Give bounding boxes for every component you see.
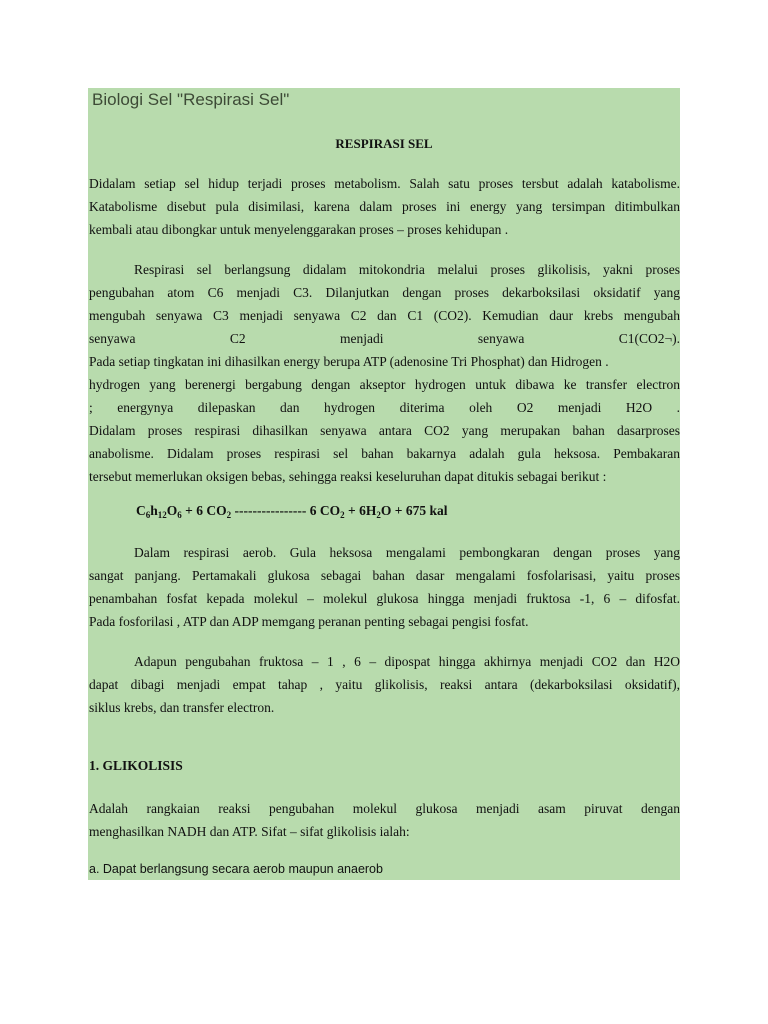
word: O2 — [516, 400, 534, 415]
formula-subscript: 2 — [376, 510, 381, 520]
text-line: sangat panjang. Pertamakali glukosa sebagai bahan dasar mengalami fosfolarisasi, yaitu proses — [89, 568, 680, 583]
text-line: hydrogen yang berenergi bergabung dengan akseptor hydrogen untuk dibawa ke transfer electron — [89, 377, 680, 392]
reaction-formula — [136, 503, 447, 519]
text-line: kembali atau dibongkar untuk menyelenggarakan proses – proses kehidupan . — [89, 222, 509, 237]
text-line: Didalam proses respirasi dihasilkan senyawa antara CO2 yang merupakan bahan dasarproses — [89, 423, 680, 438]
text-line: Katabolisme disebut pula disimilasi, karena dalam proses ini energy yang tersimpan ditimbulkan — [89, 199, 680, 214]
formula-part: ---------------- 6 CO — [231, 503, 341, 518]
text-line: menghasilkan NADH dan ATP. Sifat – sifat glikolisis ialah: — [89, 824, 410, 839]
formula-part: + 6 CO — [181, 503, 227, 518]
text-line: tersebut memerlukan oksigen bebas, sehingga reaksi keseluruhan dapat ditukis sebagai berikut : — [89, 469, 607, 484]
formula-part: h — [150, 503, 158, 518]
word: diterima — [399, 400, 445, 415]
word: menjadi — [340, 331, 384, 346]
word: dilepaskan — [197, 400, 256, 415]
text-line: mengubah senyawa C3 menjadi senyawa C2 dan C1 (CO2). Kemudian daur krebs mengubah — [89, 308, 680, 323]
text-line — [89, 331, 680, 347]
formula-subscript: 12 — [157, 510, 167, 520]
word: . — [676, 400, 680, 415]
formula-part: O — [166, 503, 178, 518]
word: senyawa — [89, 331, 136, 346]
text-line: pengubahan atom C6 menjadi C3. Dilanjutkan dengan proses dekarboksilasi oksidatif yang — [89, 285, 680, 300]
list-item-a: a. Dapat berlangsung secara aerob maupun anaerob — [89, 862, 383, 876]
text-line: anabolisme. Didalam proses respirasi sel bahan bakarnya adalah gula heksosa. Pembakaran — [89, 446, 680, 461]
text-line: Respirasi sel berlangsung didalam mitokondria melalui proses glikolisis, yakni proses — [134, 262, 680, 277]
document-heading: Biologi Sel "Respirasi Sel" — [92, 90, 290, 109]
text-line: Pada setiap tingkatan ini dihasilkan energy berupa ATP (adenosine Tri Phosphat) dan Hidrogen . — [89, 354, 609, 369]
formula-subscript: 6 — [177, 510, 182, 520]
text-line: Adapun pengubahan fruktosa – 1 , 6 – dipospat hingga akhirnya menjadi CO2 dan H2O — [134, 654, 680, 669]
word: dan — [280, 400, 300, 415]
document-title: RESPIRASI SEL — [335, 136, 433, 151]
formula-part: + 6H — [344, 503, 377, 518]
word: senyawa — [477, 331, 525, 346]
text-line: dapat dibagi menjadi empat tahap , yaitu glikolisis, reaksi antara (dekarboksilasi oksidatif), — [89, 677, 680, 692]
formula-part: C — [136, 503, 146, 518]
text-line: penambahan fosfat kepada molekul – molekul glukosa hingga menjadi fruktosa -1, 6 – difosfat. — [89, 591, 680, 606]
word: energynya — [117, 400, 174, 415]
section-heading-glikolisis: 1. GLIKOLISIS — [89, 758, 183, 773]
text-line: Didalam setiap sel hidup terjadi proses metabolism. Salah satu proses tersbut adalah katabolisme. — [89, 176, 680, 191]
formula-subscript: 6 — [145, 510, 151, 520]
formula-part: O + 675 kal — [380, 503, 448, 518]
spread-line — [89, 331, 680, 347]
word: H2O — [625, 400, 653, 415]
spread-line — [89, 400, 680, 416]
word: menjadi — [557, 400, 602, 415]
text-line: Dalam respirasi aerob. Gula heksosa mengalami pembongkaran dengan proses yang — [134, 545, 680, 560]
word: C1(CO2¬). — [618, 331, 680, 346]
formula-subscript: 2 — [340, 510, 345, 520]
text-line — [89, 400, 680, 416]
word: oleh — [469, 400, 493, 415]
word: ; — [89, 400, 93, 415]
word: hydrogen — [324, 400, 376, 415]
text-line: siklus krebs, dan transfer electron. — [89, 700, 275, 715]
formula-subscript: 2 — [226, 510, 232, 520]
text-line: Adalah rangkaian reaksi pengubahan molekul glukosa menjadi asam piruvat dengan — [89, 801, 680, 816]
text-line: Pada fosforilasi , ATP dan ADP memgang peranan penting sebagai pengisi fosfat. — [89, 614, 529, 629]
word: C2 — [229, 331, 246, 346]
